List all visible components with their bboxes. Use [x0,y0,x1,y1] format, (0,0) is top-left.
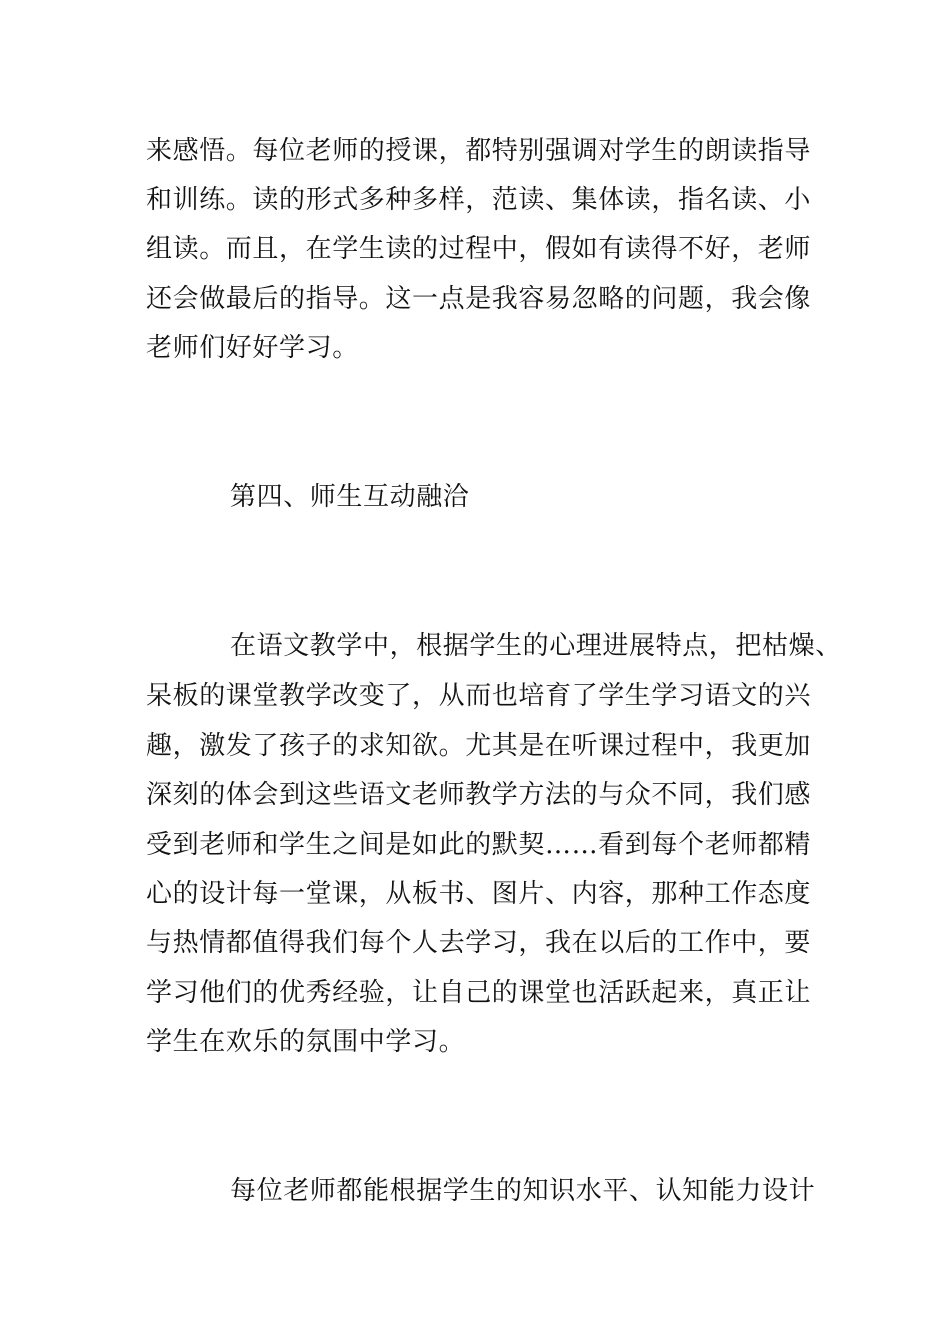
paragraph-line: 和训练。读的形式多种多样，范读、集体读，指名读、小 [146,185,812,215]
paragraph-line: 还会做最后的指导。这一点是我容易忽略的问题，我会像 [146,284,812,314]
paragraph-line: 趣，激发了孩子的求知欲。尤其是在听课过程中，我更加 [146,731,812,761]
paragraph-line: 来感悟。每位老师的授课，都特别强调对学生的朗读指导 [146,136,812,166]
paragraph-line: 在语文教学中，根据学生的心理进展特点，把枯燥、 [230,631,842,661]
paragraph-line: 与热情都值得我们每个人去学习，我在以后的工作中，要 [146,928,812,958]
paragraph-line: 心的设计每一堂课，从板书、图片、内容，那种工作态度 [146,879,812,909]
paragraph-line: 学生在欢乐的氛围中学习。 [146,1027,466,1057]
paragraph-line: 受到老师和学生之间是如此的默契……看到每个老师都精 [146,830,812,860]
paragraph-line: 呆板的课堂教学改变了，从而也培育了学生学习语文的兴 [146,681,812,711]
section-heading: 第四、师生互动融洽 [230,482,470,512]
paragraph-line: 组读。而且，在学生读的过程中，假如有读得不好，老师 [146,234,812,264]
paragraph-line: 每位老师都能根据学生的知识水平、认知能力设计 [230,1176,816,1206]
paragraph-line: 学习他们的优秀经验，让自己的课堂也活跃起来，真正让 [146,978,812,1008]
paragraph-line: 深刻的体会到这些语文老师教学方法的与众不同，我们感 [146,780,812,810]
paragraph-line: 老师们好好学习。 [146,333,359,363]
